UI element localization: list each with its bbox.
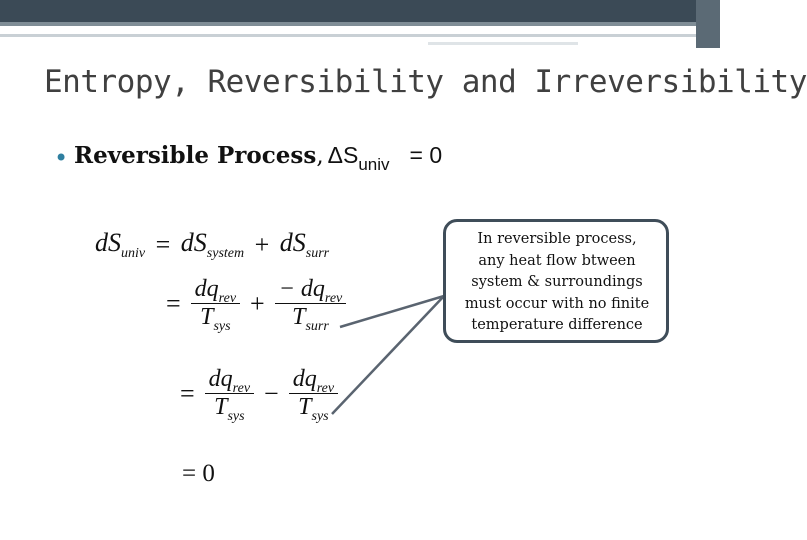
denominator-term: T xyxy=(214,394,228,420)
bullet-title: Reversible Process xyxy=(74,142,317,169)
numerator-subscript: rev xyxy=(232,381,251,396)
equals-sign: = xyxy=(155,230,171,260)
equals-zero: = 0 xyxy=(409,142,443,168)
slide-title: Entropy, Reversibility and Irreversibility xyxy=(44,64,807,100)
minus-sign: − xyxy=(264,378,279,408)
numerator-subscript: rev xyxy=(218,291,237,306)
callout-text xyxy=(452,229,662,337)
bullet-dot-icon: • xyxy=(54,144,69,172)
denominator-subscript: sys xyxy=(213,319,231,334)
system-subscript: system xyxy=(206,246,245,261)
numerator-subscript: rev xyxy=(324,291,343,306)
denominator-term: T xyxy=(298,394,312,420)
equals-sign: = xyxy=(166,288,181,318)
numerator-subscript: rev xyxy=(316,381,335,396)
denominator-subscript: surr xyxy=(305,319,329,334)
denominator-term: T xyxy=(292,304,306,330)
lhs-term: dS xyxy=(95,228,121,257)
system-term: dS xyxy=(180,228,207,257)
callout-line: In reversible process, xyxy=(477,231,637,247)
denominator-subscript: sys xyxy=(227,409,245,424)
callout-line: must occur with no finite xyxy=(464,295,650,312)
callout-line: system & surroundings xyxy=(471,274,643,290)
equals-sign: = xyxy=(180,378,195,408)
delta-s-symbol: ΔS xyxy=(327,142,359,168)
lhs-subscript: univ xyxy=(121,246,146,261)
numerator-term: dq xyxy=(194,276,219,302)
callout-line: any heat flow btween xyxy=(478,252,636,269)
denominator-subscript: sys xyxy=(311,409,329,424)
plus-sign: + xyxy=(250,288,265,318)
callout-line: temperature difference xyxy=(471,317,643,333)
numerator-term: − dq xyxy=(278,276,325,302)
surroundings-subscript: surr xyxy=(305,246,330,261)
delta-s-subscript: univ xyxy=(358,155,390,174)
surroundings-term: dS xyxy=(279,228,306,257)
result-zero: = 0 xyxy=(182,460,215,487)
plus-sign: + xyxy=(254,230,270,260)
numerator-term: dq xyxy=(208,366,233,392)
numerator-term: dq xyxy=(292,366,317,392)
denominator-term: T xyxy=(200,304,214,330)
bullet-separator: , xyxy=(316,143,324,169)
